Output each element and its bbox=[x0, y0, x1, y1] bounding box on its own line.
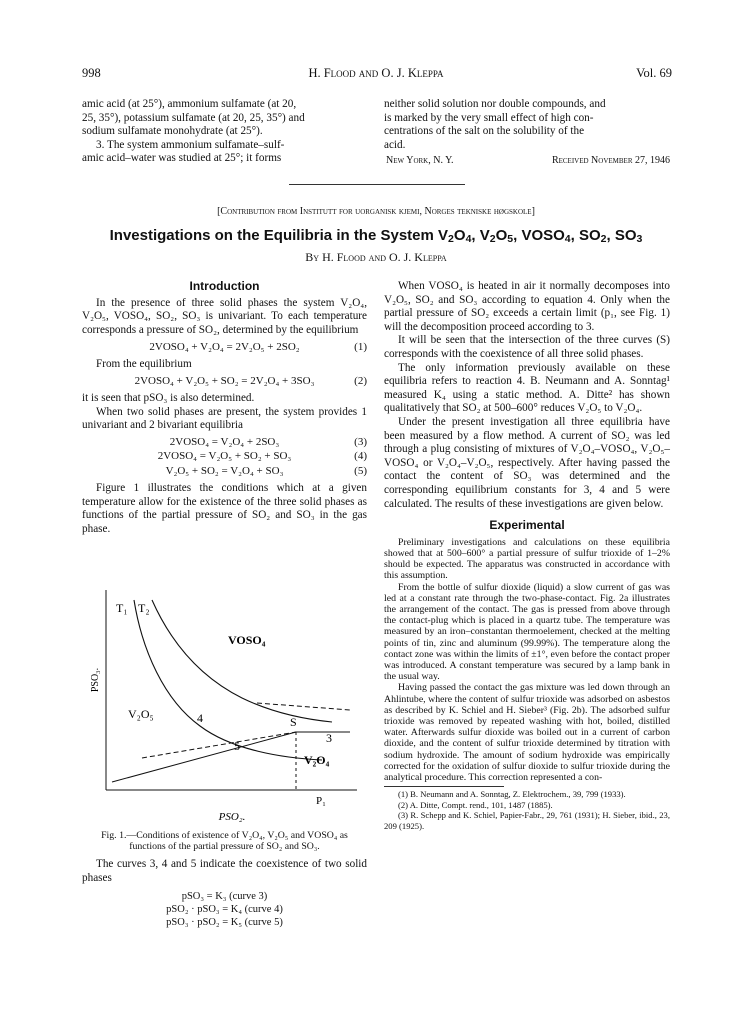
equation-block bbox=[82, 340, 367, 355]
left-column-lower bbox=[82, 830, 367, 929]
paragraph: In the presence of three solid phases the system V₂O₄, V₂O₅, VOSO₄, SO₂, SO₃ is univariant. To each temperature corresponds a pressure of SO₂, determined by the equilibrium bbox=[82, 296, 367, 336]
text-line: neither solid solution nor double compounds, and bbox=[384, 98, 606, 110]
contribution-note: [Contribution from Institutt for uorganisk kjemi, Norges tekniske høgskole] bbox=[217, 206, 535, 217]
prev-article-right bbox=[384, 98, 670, 170]
label-v2o4: V₂O₄ bbox=[304, 753, 330, 767]
text-line: 25, 35°), potassium sulfamate (at 20, 25, 35°) and bbox=[82, 111, 305, 124]
running-authors: H. Flood and O. J. Kleppa bbox=[308, 66, 444, 80]
text-line: acid. bbox=[384, 138, 406, 151]
label-s: S bbox=[290, 715, 297, 729]
label-voso4: VOSO₄ bbox=[228, 633, 266, 647]
text-line: 3. The system ammonium sulfamate–sulf- bbox=[96, 138, 285, 151]
label-curve-3: 3 bbox=[326, 731, 332, 745]
curve-t2 bbox=[152, 600, 332, 722]
paragraph: Having passed the contact the gas mixture was led down through an Ahlintube, where the content of sulfur trioxide was adsorbed on asbestos as described by K. Schiel and H. Sieber³ (Fig. 2b). The adsorbed sulfur trioxide was removed by repeated washing with hot, boiled, distilled water. Afterwards sulfur dioxide was boiled out in a current of carbon dioxide, and the content of sulfur trioxide determined by titration with sodium hydroxide. The amount of sodium hydroxide was empirically corrected for the oxidation of sulfur dioxide to sulfur trioxide during the analytical procedure. This correction represented a con- bbox=[384, 682, 670, 783]
footnote-rule bbox=[384, 786, 504, 787]
equation-block bbox=[82, 374, 367, 389]
byline: By H. Flood and O. J. Kleppa bbox=[305, 250, 447, 264]
prev-article-left bbox=[82, 98, 367, 166]
equation: 2VOSO₄ = V₂O₅ + SO₂ + SO₃ bbox=[157, 450, 292, 463]
paragraph: The curves 3, 4 and 5 indicate the coexistence of two solid phases bbox=[82, 858, 367, 884]
article-title bbox=[0, 227, 752, 244]
equation: pSO₂ · pSO₃ = K₄ (curve 4) bbox=[166, 903, 283, 915]
paragraph: Figure 1 illustrates the conditions which at a given temperature allow for the existence of the three solid phases as functions of the partial pressure of SO₂ and SO₃ in the gas phase. bbox=[82, 482, 367, 536]
text-line: amic acid–water was studied at 25°; it forms bbox=[82, 152, 282, 165]
figure-1 bbox=[82, 560, 367, 825]
received-date: Received November 27, 1946 bbox=[551, 155, 670, 167]
paragraph: When VOSO₄ is heated in air it normally decomposes into V₂O₅, SO₂ and SO₃ according to equation 4. Only when the partial pressure of SO₂ exceeds a certain limit (p₁, see Fig. 1) will the decomposition proceed according to 3. bbox=[384, 280, 670, 333]
figure-caption: Fig. 1.—Conditions of existence of V₂O₄, V₂O₅ and VOSO₄ as functions of the partial pressure of SO₂ and SO₃. bbox=[101, 830, 348, 853]
footnote: (1) B. Neumann and A. Sonntag, Z. Elektrochem., 39, 799 (1933). bbox=[398, 789, 626, 800]
page-number: 998 bbox=[82, 66, 101, 80]
equation: V₂O₅ + SO₂ = V₂O₄ + SO₃ bbox=[165, 464, 284, 477]
title-formula: $V_2O_4$, $V_2O_5$, $VOSO_4$, $SO_2$, $SO_3$ bbox=[438, 227, 643, 245]
title-prefix: Investigations on the Equilibria in the System bbox=[109, 227, 434, 244]
x-axis-label: PSO₂. bbox=[218, 811, 246, 823]
paragraph: It will be seen that the intersection of the three curves (S) corresponds with the coexistence of all three solid phases. bbox=[384, 334, 670, 360]
equation-block bbox=[82, 435, 367, 479]
text-line: is marked by the very small effect of high con- bbox=[384, 111, 594, 124]
equilibrium-constants bbox=[82, 890, 367, 929]
location: New York, N. Y. bbox=[386, 155, 454, 167]
label-curve-4: 4 bbox=[197, 711, 203, 725]
equation-number: (5) bbox=[354, 464, 367, 477]
right-column bbox=[384, 280, 670, 832]
divider bbox=[289, 184, 465, 185]
paragraph: Preliminary investigations and calculations on these equilibria showed that at 500–600° a partial pressure of sulfur trioxide of 1–2% should be expected. The apparatus was constructed in accordance with this assumption. bbox=[384, 536, 670, 582]
paragraph: When two solid phases are present, the system provides 1 univariant and 2 bivariant equilibria bbox=[82, 405, 367, 432]
equation: 2VOSO₄ + V₂O₅ + SO₂ = 2V₂O₄ + 3SO₃ bbox=[134, 375, 315, 388]
text-line: sodium sulfamate monohydrate (at 25°). bbox=[82, 125, 263, 138]
paragraph: The only information previously available on these equilibria refers to reaction 4. B. Neumann and A. Sonntag¹ measured K₄ using a static method. A. Ditte² has shown qualitatively that SO₂ at 500–600° reduces V₂O₅ to V₂O₄. bbox=[384, 361, 670, 415]
equation: pSO₃ = K₃ (curve 3) bbox=[181, 890, 268, 902]
paragraph: it is seen that pSO₃ is also determined. bbox=[82, 391, 255, 404]
equation: pSO₃ · pSO₂ = K₅ (curve 5) bbox=[166, 916, 283, 928]
volume-number: Vol. 69 bbox=[636, 66, 672, 80]
text-line: centrations of the salt on the solubility of the bbox=[384, 125, 585, 138]
curve-4 bbox=[134, 600, 322, 760]
intro-heading: Introduction bbox=[189, 279, 260, 293]
equation-number: (3) bbox=[354, 435, 367, 448]
equation: 2VOSO₄ = V₂O₄ + 2SO₃ bbox=[169, 435, 280, 448]
label-t1: T₁ bbox=[116, 601, 128, 615]
equation-number: (2) bbox=[354, 375, 367, 388]
text-line: amic acid (at 25°), ammonium sulfamate (at 20, bbox=[82, 98, 297, 110]
footnote: (3) R. Schepp and K. Schiel, Papier-Fabr., 29, 761 (1931); H. Sieber, ibid., 23, 209 (1925). bbox=[384, 810, 670, 831]
dashed-line bbox=[257, 703, 350, 710]
label-p1: P₁ bbox=[316, 795, 326, 807]
footnote: (2) A. Ditte, Compt. rend., 101, 1487 (1885). bbox=[398, 799, 553, 810]
equation-number: (4) bbox=[354, 450, 367, 463]
experimental-heading: Experimental bbox=[489, 518, 565, 533]
curve-5 bbox=[112, 732, 296, 782]
paragraph: From the bottle of sulfur dioxide (liquid) a slow current of gas was led at a constant rate through the two-phase-contact. Fig. 2a illustrates the arrangement of the contact. The gas is pressed from above through the contact-plug which is placed in a quartz tube. The temperature was measured by an iron–constantan thermoelement, checked at the melting points of tin, zinc and aluminum (99.99%). The temperature along the contact zone was within the limits of ±1°, even before the contact proper was introduced. A constant temperature was secured by a lamp bank in the usual way. bbox=[384, 581, 670, 683]
equation-number: (1) bbox=[354, 341, 367, 354]
y-axis-label: PSO₃. bbox=[90, 667, 101, 693]
label-v2o5: V₂O₅ bbox=[128, 707, 154, 721]
label-curve-5: 5 bbox=[234, 739, 240, 753]
paragraph: Under the present investigation all three equilibria have been measured by a flow method. A current of SO₂ was led through a plug consisting of mixtures of V₂O₄–VOSO₄, V₂O₅–VOSO₄ or V₂O₄–V₂O₅, respectively. After having passed the contact the content of SO₃ was determined and the corresponding equilibrium constants for 3, 4 and 5 were calculated. The results of these investigations are given below. bbox=[384, 415, 670, 510]
left-column bbox=[82, 280, 367, 537]
paragraph: From the equilibrium bbox=[96, 357, 192, 370]
label-t2: T₂ bbox=[138, 601, 150, 615]
equation: 2VOSO₄ + V₂O₄ = 2V₂O₅ + 2SO₂ bbox=[149, 341, 300, 354]
